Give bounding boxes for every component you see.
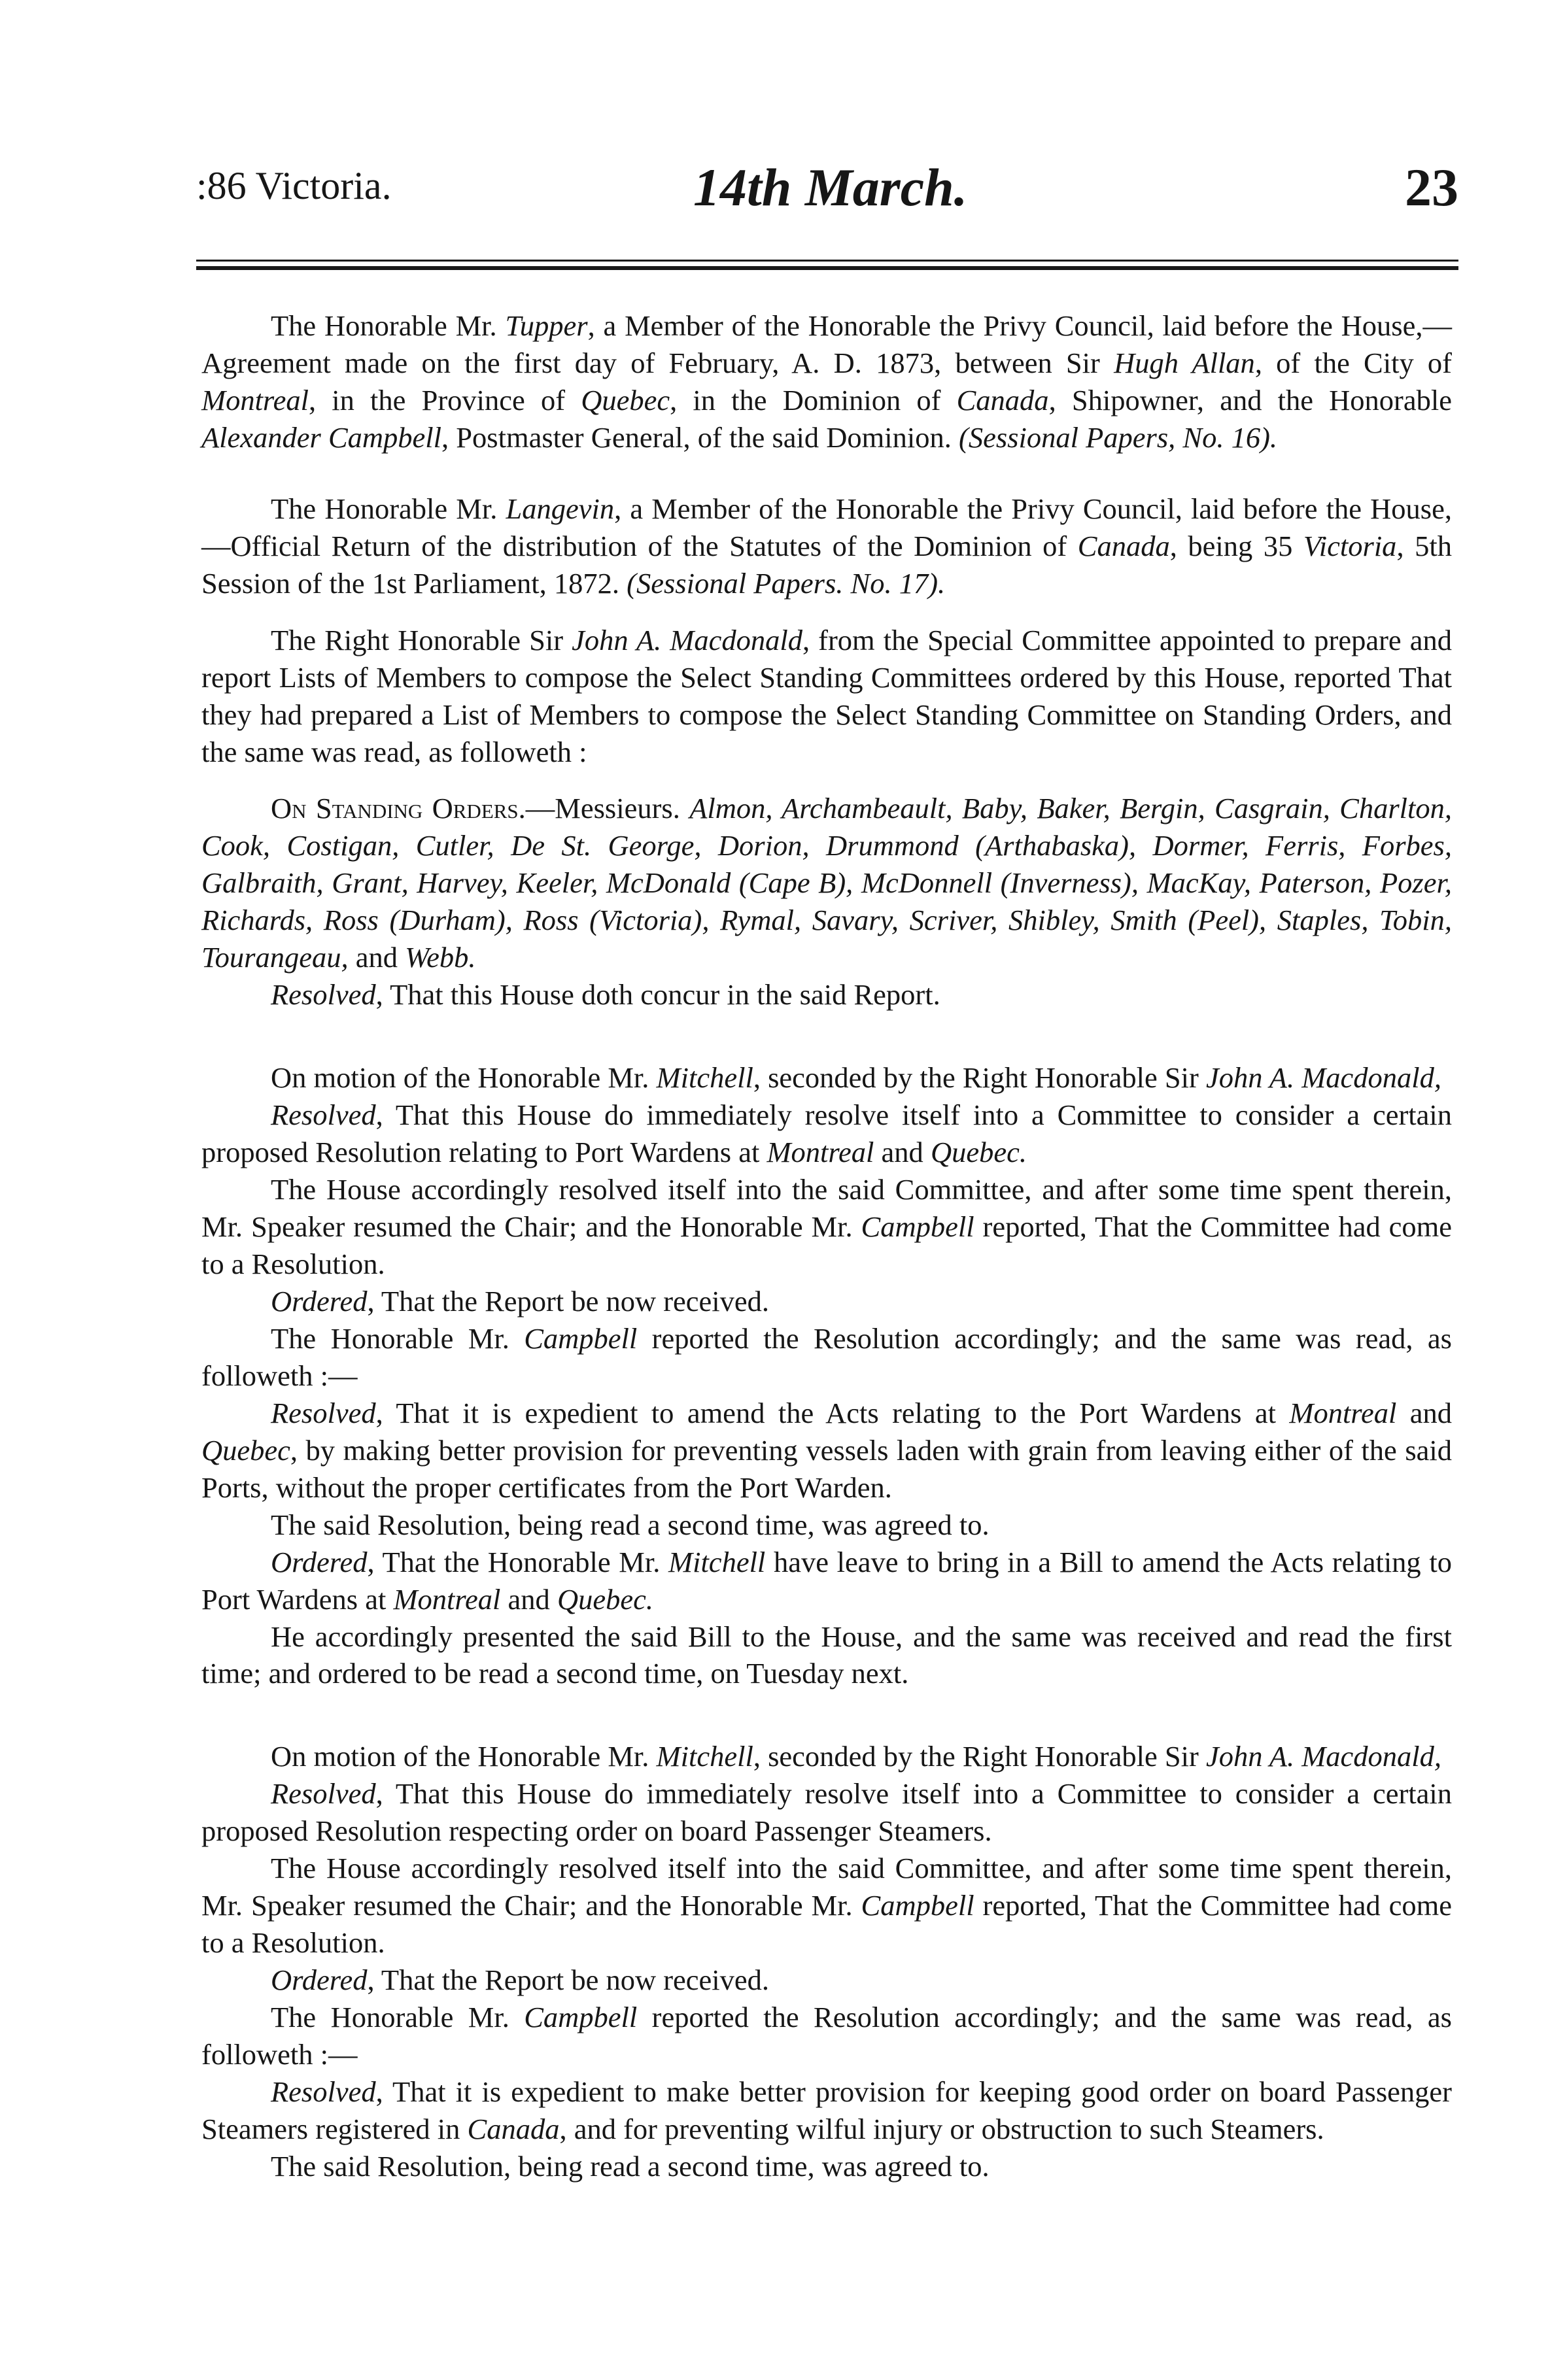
text: The Honorable Mr. <box>271 309 506 342</box>
paragraph-resolution-text-1 <box>201 1395 1452 1506</box>
text: The said Resolution, being read a second time, was agreed to. <box>271 1508 990 1541</box>
member-name: John A. Macdonald, <box>1205 1740 1442 1773</box>
text: and <box>348 941 405 974</box>
member-name: Webb. <box>405 941 476 974</box>
header-rule-thin <box>196 260 1458 262</box>
place-name: Montreal <box>201 383 309 416</box>
ordered-label: Ordered <box>271 1284 368 1318</box>
text: , seconded by the Right Honorable Sir <box>753 1740 1206 1773</box>
member-name: Campbell <box>524 2001 638 2034</box>
text: , by making better provision for preventing vessels laden with grain from leaving either of the said Ports, without the proper certificates from the Port Warden. <box>201 1433 1452 1504</box>
paragraph-macdonald-report <box>201 622 1452 771</box>
date-heading: 14th March. <box>693 158 968 217</box>
text: , in the Dominion of <box>670 383 957 416</box>
paragraph-campbell-reported-2 <box>201 1999 1452 2073</box>
text: , That it is expedient to amend the Acts relating to the Port Wardens at <box>375 1396 1290 1429</box>
session-label: :86 Victoria. <box>196 164 392 207</box>
text: , from the Special Committee appointed to prepare and report Lists of Members to compose the Select Standing Committees ordered by this House, reported That they had prepared a List of Members to compose the Select Standing Committee on Standing Orders, and the same was read, as followeth : <box>201 623 1452 768</box>
place-name: Canada <box>467 2112 560 2145</box>
text: The Honorable Mr. <box>271 2001 525 2034</box>
text: and <box>1396 1396 1452 1429</box>
text: , That it is expedient to make better provision for keeping good order on board Passenger Steamers registered in <box>201 2075 1452 2145</box>
text: The Right Honorable Sir <box>271 623 572 656</box>
paragraph-ordered-bill <box>201 1544 1452 1618</box>
text: , being 35 <box>1169 529 1303 562</box>
text: —Messieurs. <box>525 792 690 825</box>
paragraph-second-reading-2 <box>201 2148 1452 2185</box>
text: reported, That the Committee had come to a Resolution. <box>201 1889 1452 1960</box>
member-list: Almon, Archambeault, Baby, Baker, Bergin, Casgrain, Charlton, Cook, Costigan, Cutler, De St. George, Dorion, Drummond (Arthabaska), Dormer, Ferris, Forbes, Galbraith, Grant, Harvey, Keeler, McDonald (Cape B), McDonnell (Inverness), MacKay, Paterson, Pozer, Richards, Ross (Durham), Ross (Victoria), Rymal, Savary, Scriver, Shibley, Smith (Peel), Staples, Tobin, Tourangeau, <box>201 792 1452 974</box>
paragraph-langevin-return <box>201 490 1452 602</box>
text: reported the Resolution accordingly; and the same was read, as followeth :— <box>201 1321 1452 1392</box>
journal-body <box>201 307 1452 2185</box>
paragraph-second-reading-1 <box>201 1506 1452 1544</box>
text: have leave to bring in a Bill to amend the Acts relating to Port Wardens at <box>201 1545 1452 1616</box>
place-name: Canada <box>1077 529 1170 562</box>
committee-name: On Standing Orders. <box>271 792 526 825</box>
member-name: John A. Macdonald <box>572 623 802 656</box>
text: , seconded by the Right Honorable Sir <box>753 1061 1206 1095</box>
text: , That this House do immediately resolve itself into a Committee to consider a certain proposed Resolution respecting order on board Passenger Steamers. <box>201 1777 1452 1848</box>
text: The House accordingly resolved itself into the said Committee, and after some time spent therein, Mr. Speaker resumed the Chair; and the Honorable Mr. <box>201 1852 1452 1922</box>
ordered-label: Ordered <box>271 1545 368 1578</box>
paragraph-motion-mitchell-1 <box>201 1059 1452 1096</box>
person-name: Alexander Campbell <box>201 420 442 454</box>
member-name: Mitchell <box>668 1545 766 1578</box>
reign-name: Victoria <box>1303 529 1397 562</box>
text: , That this House doth concur in the said Report. <box>375 978 940 1012</box>
resolved-label: Resolved <box>271 2075 376 2108</box>
text: , That the Report be now received. <box>367 1284 770 1318</box>
text: , and for preventing wilful injury or obstruction to such Steamers. <box>559 2112 1324 2145</box>
text: reported the Resolution accordingly; and the same was read, as followeth :— <box>201 2001 1452 2071</box>
paragraph-concur-report <box>201 976 1452 1013</box>
paragraph-resolved-port-wardens <box>201 1096 1452 1171</box>
paragraph-committee-1 <box>201 1171 1452 1283</box>
sessional-paper-ref: (Sessional Papers. No. 17). <box>627 566 946 600</box>
resolved-label: Resolved <box>271 1098 376 1132</box>
text: The Honorable Mr. <box>271 1321 525 1355</box>
resolved-label: Resolved <box>271 1777 376 1810</box>
paragraph-ordered-report-2 <box>201 1962 1452 1999</box>
sessional-paper-ref: (Sessional Papers, No. 16). <box>959 420 1278 454</box>
resolved-label: Resolved <box>271 978 376 1012</box>
text: On motion of the Honorable Mr. <box>271 1740 657 1773</box>
text: , of the City of <box>1254 346 1452 379</box>
text: , That the Report be now received. <box>367 1964 770 1997</box>
member-name: Campbell <box>524 1321 638 1355</box>
text: , That the Honorable Mr. <box>367 1545 669 1578</box>
place-name: Montreal <box>766 1136 874 1169</box>
text: The said Resolution, being read a second time, was agreed to. <box>271 2149 990 2183</box>
text: and <box>500 1582 557 1616</box>
resolved-label: Resolved <box>271 1396 376 1429</box>
paragraph-tupper-agreement <box>201 307 1452 456</box>
text: The House accordingly resolved itself into the said Committee, and after some time spent therein, Mr. Speaker resumed the Chair; and the Honorable Mr. <box>201 1173 1452 1244</box>
paragraph-campbell-reported-1 <box>201 1320 1452 1395</box>
paragraph-bill-presented <box>201 1618 1452 1693</box>
ordered-label: Ordered <box>271 1964 368 1997</box>
paragraph-resolution-text-2 <box>201 2073 1452 2148</box>
place-name: Quebec. <box>930 1136 1027 1169</box>
text: , 5th Session of the 1st Parliament, 1872. <box>201 529 1452 600</box>
place-name: Montreal <box>393 1582 501 1616</box>
paragraph-standing-orders-list <box>201 790 1452 976</box>
header-rule-thick <box>196 266 1458 270</box>
text: The Honorable Mr. <box>271 492 506 525</box>
text: He accordingly presented the said Bill to the House, and the same was received and read the first time; and ordered to be read a second time, on Tuesday next. <box>201 1620 1452 1690</box>
place-name: Quebec <box>201 1433 290 1467</box>
text: , Shipowner, and the Honorable <box>1048 383 1452 416</box>
member-name: Mitchell <box>656 1740 753 1773</box>
member-name: John A. Macdonald, <box>1205 1061 1442 1095</box>
paragraph-resolved-steamers <box>201 1775 1452 1850</box>
page-header <box>196 157 1458 229</box>
text: , a Member of the Honorable the Privy Council, laid before the House,—Agreement made on the first day of February, A. D. 1873, between Sir <box>201 309 1452 379</box>
member-name: Campbell <box>861 1210 974 1244</box>
page-number: 23 <box>1405 158 1458 217</box>
text: reported, That the Committee had come to a Resolution. <box>201 1210 1452 1280</box>
place-name: Montreal <box>1289 1396 1397 1429</box>
person-name: Hugh Allan <box>1114 346 1255 379</box>
member-name: Tupper <box>505 309 588 342</box>
text: On motion of the Honorable Mr. <box>271 1061 657 1095</box>
text: , in the Province of <box>308 383 581 416</box>
text: and <box>874 1136 931 1169</box>
member-name: Langevin <box>506 492 615 525</box>
text: , That this House do immediately resolve itself into a Committee to consider a certain proposed Resolution relating to Port Wardens at <box>201 1098 1452 1169</box>
text: , a Member of the Honorable the Privy Council, laid before the House,—Official Return of the distribution of the Statutes of the Dominion of <box>201 492 1452 562</box>
place-name: Quebec <box>581 383 670 416</box>
text: , Postmaster General, of the said Dominion. <box>441 420 959 454</box>
place-name: Quebec. <box>557 1582 653 1616</box>
paragraph-ordered-report-1 <box>201 1283 1452 1320</box>
paragraph-motion-mitchell-2 <box>201 1738 1452 1775</box>
member-name: Mitchell <box>656 1061 753 1095</box>
paragraph-committee-2 <box>201 1850 1452 1962</box>
place-name: Canada <box>956 383 1049 416</box>
member-name: Campbell <box>861 1889 974 1922</box>
